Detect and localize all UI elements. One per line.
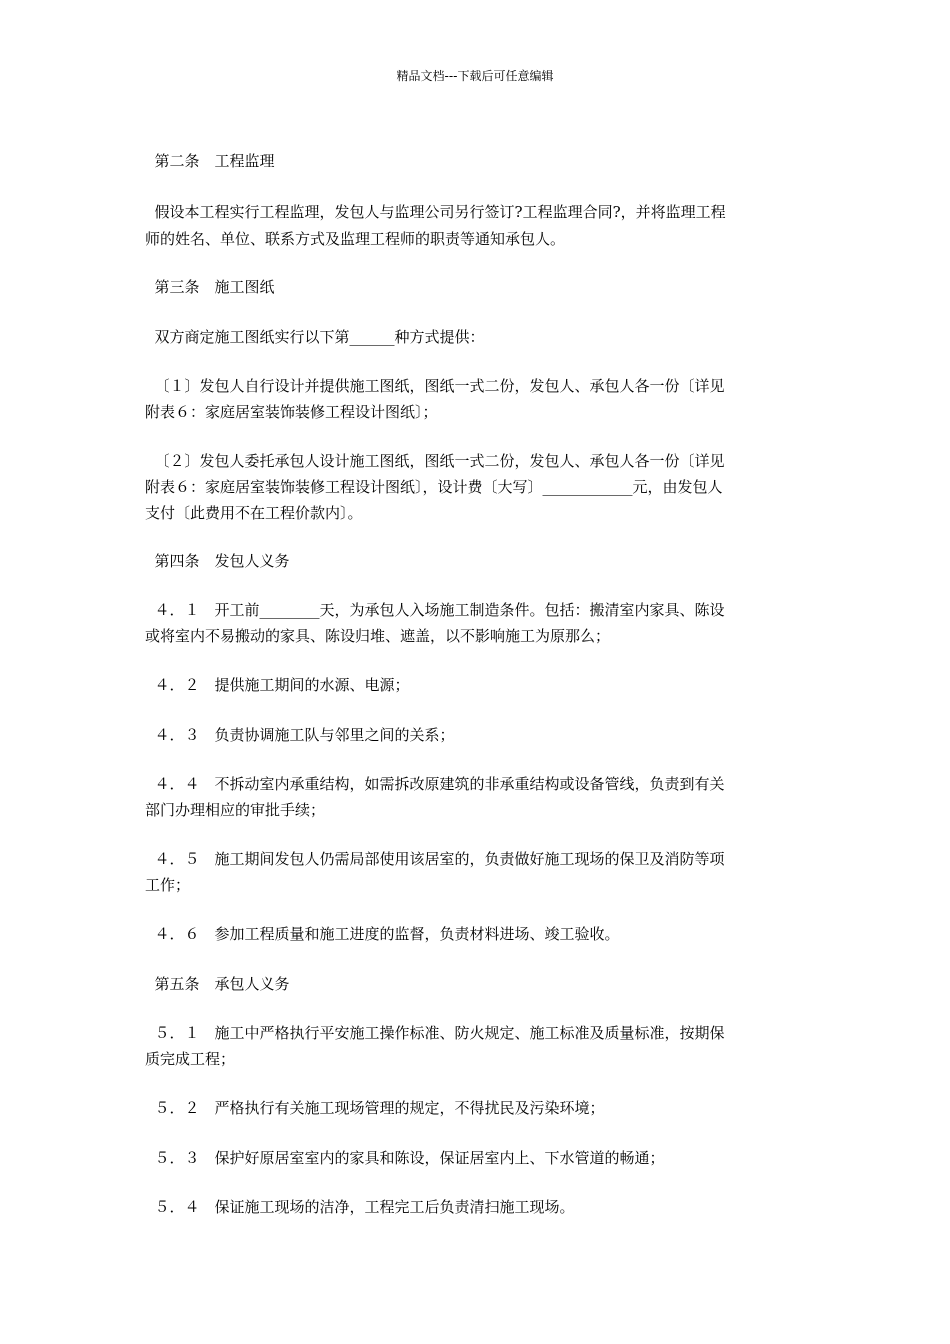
text-line: 或将室内不易搬动的家具、陈设归堆、遮盖，以不影响施工为原那么；	[145, 627, 611, 645]
text-line: ４．４ 不拆动室内承重结构，如需拆改原建筑的非承重结构或设备管线，负责到有关	[145, 775, 725, 793]
text-line: ４．６ 参加工程质量和施工进度的监督，负责材料进场、竣工验收。	[145, 925, 620, 943]
text-line: ４．５ 施工期间发包人仍需局部使用该居室的，负责做好施工现场的保卫及消防等项	[145, 850, 725, 868]
text-line: ４．２ 提供施工期间的水源、电源；	[145, 676, 410, 694]
text-line: ５．２ 严格执行有关施工现场管理的规定，不得扰民及污染环境；	[145, 1099, 605, 1117]
text-line: 〔１〕发包人自行设计并提供施工图纸，图纸一式二份，发包人、承包人各一份〔详见	[145, 377, 725, 395]
text-line: ４．１ 开工前________天，为承包人入场施工制造条件。包括：搬清室内家具、陈设	[145, 601, 725, 619]
page-header: 精品文档---下载后可任意编辑	[396, 69, 554, 83]
text-line: ４．３ 负责协调施工队与邻里之间的关系；	[145, 726, 455, 744]
text-line: ５．１ 施工中严格执行平安施工操作标准、防火规定、施工标准及质量标准，按期保	[145, 1024, 725, 1042]
text-line: 质完成工程；	[145, 1050, 236, 1068]
text-line: 工作；	[145, 876, 191, 894]
text-line: ５．４ 保证施工现场的洁净，工程完工后负责清扫施工现场。	[145, 1198, 575, 1216]
text-line: 师的姓名、单位、联系方式及监理工程师的职责等通知承包人。	[145, 230, 566, 248]
text-line: 〔２〕发包人委托承包人设计施工图纸，图纸一式二份，发包人、承包人各一份〔详见	[145, 452, 725, 470]
text-line: 双方商定施工图纸实行以下第______种方式提供：	[145, 328, 485, 346]
article-2-heading: 第二条 工程监理	[145, 152, 275, 170]
text-line: 部门办理相应的审批手续；	[145, 801, 326, 819]
text-line: ５．３ 保护好原居室室内的家具和陈设，保证居室内上、下水管道的畅通；	[145, 1149, 665, 1167]
text-line: 附表６：家庭居室装饰装修工程设计图纸〕，设计费〔大写〕____________元，由发包人	[145, 478, 723, 496]
text-line: 附表６：家庭居室装饰装修工程设计图纸〕；	[145, 403, 438, 421]
article-5-heading: 第五条 承包人义务	[145, 975, 290, 993]
text-line: 假设本工程实行工程监理，发包人与监理公司另行签订?工程监理合同?，并将监理工程	[145, 203, 726, 221]
text-line: 支付〔此费用不在工程价款内〕。	[145, 504, 363, 522]
article-3-heading: 第三条 施工图纸	[145, 278, 275, 296]
article-4-heading: 第四条 发包人义务	[145, 552, 290, 570]
